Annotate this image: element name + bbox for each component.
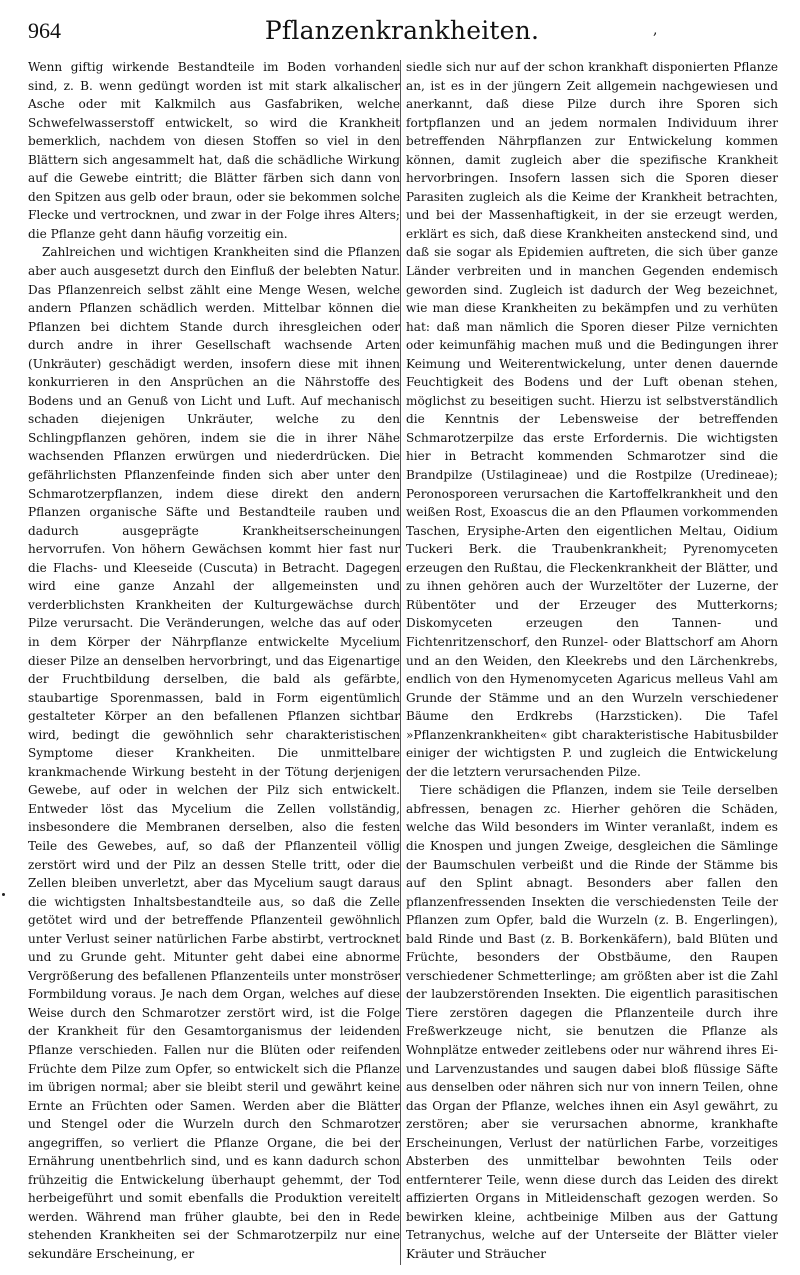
page-header <box>28 12 776 52</box>
running-title: Pflanzenkrankheiten. <box>264 16 540 45</box>
left-paragraph-1: Wenn giftig wirkende Bestandteile im Boden vorhanden sind, z. B. wenn gedüngt worden ist mit stark alkalischer Asche oder mit Kalkmilch aus Gasfabriken, welche Schwefelwasserstoff entwickelt, so wird die Krankheit bemerklich, nachdem von diesen Stoffen so viel in den Blättern sich angesammelt hat, daß die schädliche Wirkung auf die Gewebe eintritt; die Blätter färben sich dann von den Spitzen aus gelb oder braun, oder sie bekommen solche Flecke und vertrocknen, und zwar in der Folge ihres Alters; die Pflanze geht dann häufig vorzeitig ein. <box>28 60 400 241</box>
header-mark: , <box>653 22 658 38</box>
left-column <box>28 58 400 1264</box>
right-paragraph-2: Tiere schädigen die Pflanzen, indem sie Teile derselben abfressen, benagen zc. Hierher gehören die Schäden, welche das Wild besonders im Winter veranlaßt, indem es die Knospen und jungen Zweige, desgleichen die Sämlinge der Baumschulen verbeißt und die Rinde der Stämme bis auf den Splint abnagt. Besonders aber fallen den pflanzenfressenden Insekten die verschiedensten Teile der Pflanzen zum Opfer, bald die Wurzeln (z. B. Engerlingen), bald Rinde und Bast (z. B. Borkenkäfern), bald Blüten und Früchte, besonders der Obstbäume, den Raupen verschiedener Schmetterlinge; am größten aber ist die Zahl der laubzerstörenden Insekten. Die eigentlich parasitischen Tiere zerstören dagegen die Pflanzenteile durch ihre Freßwerkzeuge nicht, sie benutzen die Pflanze als Wohnplätze entweder zeitlebens oder nur während ihres Ei- und Larvenzustandes und saugen dabei bloß flüssige Säfte aus denselben oder nähren sich nur von innern Teilen, ohne das Organ der Pflanze, welches ihnen ein Asyl gewährt, zu zerstören; aber sie verursachen abnorme, krankhafte Erscheinungen, Verlust der natürlichen Farbe, vorzeitiges Absterben des unmittelbar bewohnten Teils oder entfernterer Teile, wenn diese durch das Leiden des direkt affizierten Organs in Mitleidenschaft gezogen werden. So bewirken kleine, achtbeinige Milben aus der Gattung Tetranychus, welche auf der Unterseite der Blätter vieler Kräuter und Sträucher <box>406 783 778 1261</box>
right-column <box>406 58 778 1264</box>
page-number: 964 <box>28 18 61 43</box>
column-divider <box>400 60 401 1265</box>
margin-dot <box>2 893 5 896</box>
right-paragraph-1: siedle sich nur auf der schon krankhaft disponierten Pflanze an, ist es in der jüngern Zeit allgemein nachgewiesen und anerkannt, daß diese Pilze durch ihre Sporen sich fortpflanzen und an jedem normalen Individuum ihrer betreffenden Nährpflanzen zur Entwickelung kommen können, damit zugleich aber die spezifische Krankheit hervorbringen. Insofern lassen sich die Sporen dieser Parasiten zugleich als die Keime der Krankheit betrachten, und bei der Massenhaftigkeit, in der sie erzeugt werden, erklärt es sich, daß diese Krankheiten ansteckend sind, und daß sie sogar als Epidemien auftreten, die sich über ganze Länder verbreiten und in manchen Gegenden endemisch geworden sind. Zugleich ist dadurch der Weg bezeichnet, wie man diese Krankheiten zu bekämpfen und zu verhüten hat: daß man nämlich die Sporen dieser Pilze vernichten oder keimunfähig machen muß und die Bedingungen ihrer Keimung und Weiterentwickelung, unter denen dauernde Feuchtigkeit des Bodens und der Luft obenan stehen, möglichst zu beseitigen sucht. Hierzu ist selbstverständlich die Kenntnis der Lebensweise der betreffenden Schmarotzerpilze das erste Erfordernis. Die wichtigsten hier in Betracht kommenden Schmarotzer sind die Brandpilze (Ustilagineae) und die Rostpilze (Uredineae); Peronosporeen verursachen die Kartoffelkrankheit und den weißen Rost, Exoascus die an den Pflaumen vorkommenden Taschen, Erysiphe-Arten den eigentlichen Meltau, Oidium Tuckeri Berk. die Traubenkrankheit; Pyrenomyceten erzeugen den Rußtau, die Fleckenkrankheit der Blätter, und zu ihnen gehören auch der Wurzeltöter der Luzerne, der Rübentöter und der Erzeuger des Mutterkorns; Diskomyceten erzeugen den Tannen- und Fichtenritzenschorf, den Runzel- oder Blattschorf am Ahorn und an den Weiden, den Kleekrebs und den Lärchenkrebs, endlich von den Hymenomyceten Agaricus melleus Vahl am Grunde der Stämme und an den Wurzeln verschiedener Bäume den Erdkrebs (Harzsticken). Die Tafel »Pflanzenkrankheiten« gibt charakteristische Habitusbilder einiger der wichtigsten P. und zugleich die Entwickelung der die letztern verursachenden Pilze. <box>406 60 778 779</box>
left-paragraph-2: Zahlreichen und wichtigen Krankheiten sind die Pflanzen aber auch ausgesetzt durch den Einfluß der belebten Natur. Das Pflanzenreich selbst zählt eine Menge Wesen, welche andern Pflanzen schädlich werden. Mittelbar können die Pflanzen bei dichtem Stande durch ihresgleichen oder durch andre in ihrer Gesellschaft wachsende Arten (Unkräuter) geschädigt werden, insofern diese mit ihnen konkurrieren in den Ansprüchen an die Nährstoffe des Bodens und an Genuß von Licht und Luft. Auf mechanisch schaden diejenigen Unkräuter, welche zu den Schlingpflanzen gehören, indem sie die in ihrer Nähe wachsenden Pflanzen erwürgen und niederdrücken. Die gefährlichsten Pflanzenfeinde finden sich aber unter den Schmarotzerpflanzen, indem diese direkt den andern Pflanzen organische Säfte und Bestandteile rauben und dadurch ausgeprägte Krankheitserscheinungen hervorrufen. Von höhern Gewächsen kommt hier fast nur die Flachs- und Kleeseide (Cuscuta) in Betracht. Dagegen wird eine ganze Anzahl der allgemeinsten und verderblichsten Krankheiten der Kulturgewächse durch Pilze verursacht. Die Veränderungen, welche das auf oder in dem Körper der Nährpflanze entwickelte Mycelium dieser Pilze an denselben hervorbringt, und das Eigenartige der Fruchtbildung derselben, die bald als gefärbte, staubartige Sporenmassen, bald in Form eigentümlich gestalteter Körper an den befallenen Pflanzen sichtbar wird, bedingt die gewöhnlich sehr charakteristischen Symptome dieser Krankheiten. Die unmittelbare krankmachende Wirkung besteht in der Tötung derjenigen Gewebe, auf oder in welchen der Pilz sich entwickelt. Entweder löst das Mycelium die Zellen vollständig, insbesondere die Membranen derselben, also die festen Teile des Gewebes, auf, so daß der Pflanzenteil völlig zerstört wird und der Pilz an dessen Stelle tritt, oder die Zellen bleiben unverletzt, aber das Mycelium saugt daraus die wichtigsten Inhaltsbestandteile aus, so daß die Zelle getötet wird und der betreffende Pflanzenteil gewöhnlich unter Verlust seiner natürlichen Farbe abstirbt, vertrocknet und zu Grunde geht. Mitunter geht dabei eine abnorme Vergrößerung des befallenen Pflanzenteils unter monströser Formbildung voraus. Je nach dem Organ, welches auf diese Weise durch den Schmarotzer zerstört wird, ist die Folge der Krankheit für den Gesamtorganismus der leidenden Pflanze verschieden. Fallen nur die Blüten oder reifenden Früchte dem Pilze zum Opfer, so entwickelt sich die Pflanze im übrigen normal; aber sie bleibt steril und gewährt keine Ernte an Früchten oder Samen. Werden aber die Blätter und Stengel oder die Wurzeln durch den Schmarotzer angegriffen, so verliert die Pflanze Organe, die bei der Ernährung unentbehrlich sind, und es kann dadurch schon frühzeitig die Entwickelung überhaupt gehemmt, der Tod herbeigeführt und somit ebenfalls die Produktion vereitelt werden. Während man früher glaubte, bei den in Rede stehenden Krankheiten sei der Schmarotzerpilz nur eine sekundäre Erscheinung, er <box>28 245 400 1261</box>
